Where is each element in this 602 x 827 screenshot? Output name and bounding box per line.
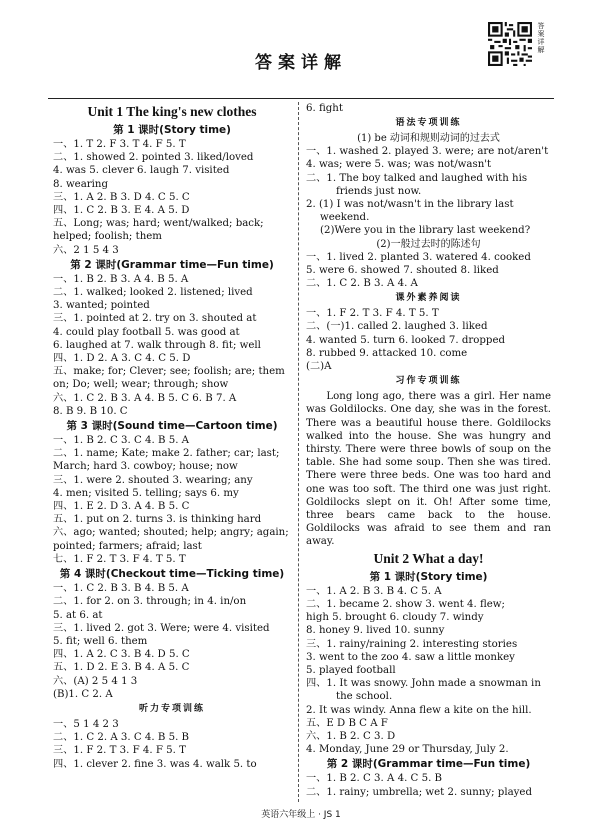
answer-line: March; hard 3. cowboy; house; now: [53, 461, 238, 473]
answer-line: friends just now.: [336, 185, 422, 197]
answer-line: 五、E D B C A F: [306, 717, 388, 729]
answer-line: 一、5 1 4 2 3: [53, 718, 119, 730]
unit1-title: Unit 1 The king's new clothes: [87, 104, 257, 119]
answer-line: 五、1. put on 2. turns 3. is thinking hard: [53, 514, 262, 526]
answer-line: pointed; farmers; afraid; last: [53, 540, 202, 552]
answer-line: 3. wanted; pointed: [53, 300, 150, 312]
answer-line: 一、1. lived 2. planted 3. watered 4. cooked: [306, 251, 531, 263]
lesson1-answers: [53, 138, 291, 257]
answer-line: 4. Monday, June 29 or Thursday, July 2.: [306, 744, 509, 756]
answer-line: 三、1. A 2. B 3. D 4. C 5. C: [53, 191, 190, 203]
answer-line: 5. fit; well 6. them: [53, 635, 148, 647]
unit2-title: Unit 2 What a day!: [373, 550, 484, 566]
answer-line: 5. played football: [306, 664, 396, 676]
answer-line: 2. It was windy. Anna flew a kite on the hill.: [306, 704, 532, 716]
answer-line: 一、1. T 2. F 3. T 4. F 5. T: [53, 139, 186, 150]
answer-line: 2. (1) I was not/wasn't in the library last: [306, 199, 514, 211]
listening-section-title: 听力专项训练: [138, 703, 205, 714]
answer-line: 四、1. clever 2. fine 3. was 4. walk 5. to: [53, 758, 257, 770]
answer-line: 二、1. name; Kate; make 2. father; car; last;: [53, 448, 280, 460]
grammar-subtitle-1: (1) be 动词和规则动词的过去式: [357, 133, 500, 145]
lesson2-title: 第 2 课时(Grammar time—Fun time): [70, 258, 274, 271]
writing-sample-paragraph: Long long ago, there was a girl. Her name was Goldilocks. One day, she was in the forest. There was a beautiful house there. Goldilocks walked into the house. She was hungry and thirsty. There were three bowls of soup on the table. She had some soup. Then she was tired. There were three beds. One was too hard and one was too soft. The third one was just right. Goldilocks slept on it. Oh! After some time, three bears came back to the house. Goldilocks was afraid to see them and ran away.: [306, 391, 551, 548]
answer-line: 六、2 1 5 4 3: [53, 244, 119, 256]
answer-line: 一、1. washed 2. played 3. were; are not/aren't: [306, 146, 549, 158]
page-title: 答案详解: [255, 53, 347, 73]
answer-line: 六、1. B 2. C 3. D: [306, 730, 396, 742]
answer-line: 3. went to the zoo 4. saw a little monkey: [306, 651, 515, 663]
answer-line: high 5. brought 6. cloudy 7. windy: [306, 612, 484, 624]
answer-line: 二、1. C 2. A 3. C 4. B 5. B: [53, 732, 190, 744]
answer-line: 二、1. rainy; umbrella; wet 2. sunny; played: [306, 786, 532, 798]
answer-line: 三、1. F 2. T 3. F 4. F 5. T: [53, 745, 186, 757]
answer-line: 二、1. showed 2. pointed 3. liked/loved: [53, 152, 254, 164]
answer-line: 五、1. D 2. E 3. B 4. A 5. C: [53, 662, 190, 674]
answer-line: 6. fight: [306, 103, 343, 114]
answer-line: 三、1. were 2. shouted 3. wearing; any: [53, 474, 253, 486]
answer-line: 三、1. rainy/raining 2. interesting stories: [306, 638, 518, 650]
answer-line: 六、(A) 2 5 4 1 3: [53, 675, 138, 687]
answer-line: 5. were 6. showed 7. shouted 8. liked: [306, 264, 499, 276]
lesson3-title: 第 3 课时(Sound time—Cartoon time): [66, 420, 278, 433]
answer-line: on; Do; well; wear; through; show: [53, 379, 229, 391]
answer-line: 8. B 9. B 10. C: [53, 405, 128, 417]
answer-line: 五、Long; was; hard; went/walked; back;: [53, 218, 264, 230]
answer-line: 一、1. B 2. B 3. A 4. B 5. A: [53, 273, 189, 285]
answer-line: 8. rubbed 9. attacked 10. come: [306, 347, 468, 359]
lesson1-title: 第 1 课时(Story time): [113, 124, 231, 136]
answer-line: 三、1. pointed at 2. try on 3. shouted at: [53, 313, 257, 325]
answer-line: 8. wearing: [53, 178, 108, 190]
answer-line: 二、1. The boy talked and laughed with his: [306, 172, 528, 184]
unit2-lesson1-title: 第 1 课时(Story time): [369, 570, 488, 583]
left-column: [53, 102, 291, 771]
lesson4-title: 第 4 课时(Checkout time—Ticking time): [59, 568, 285, 581]
answer-line: 二、(一)1. called 2. laughed 3. liked: [306, 321, 488, 333]
answer-line: 四、1. It was snowy. John made a snowman in: [306, 678, 541, 690]
column-divider: [298, 102, 299, 802]
answer-line: 4. men; visited 5. telling; says 6. my: [53, 487, 239, 499]
answer-line: 二、1. C 2. B 3. A 4. A: [306, 278, 418, 290]
answer-line: the school.: [336, 691, 393, 703]
answer-line: 5. at 6. at: [53, 609, 103, 621]
answer-line: 6. laughed at 7. walk through 8. fit; well: [53, 339, 261, 351]
answer-line: 一、1. B 2. C 3. C 4. B 5. A: [53, 435, 190, 447]
answer-line: 四、1. C 2. B 3. E 4. A 5. D: [53, 205, 190, 217]
lesson4-answers: [53, 582, 291, 701]
listening-answers: [53, 718, 291, 771]
qr-code[interactable]: [488, 22, 532, 66]
writing-section-title: 习作专项训练: [395, 376, 462, 387]
answer-line: 一、1. F 2. T 3. F 4. T 5. T: [306, 308, 439, 320]
reading-section-title: 课外素养阅读: [395, 293, 462, 304]
answer-line: 4. could play football 5. was good at: [53, 326, 240, 338]
answer-line: helped; foolish; them: [53, 231, 162, 243]
answer-line: 一、1. B 2. C 3. A 4. C 5. B: [306, 773, 443, 785]
right-column: [306, 102, 551, 799]
answer-line: 一、1. A 2. B 3. B 4. C 5. A: [306, 585, 442, 597]
header-rule: [48, 98, 554, 99]
answer-line: 8. honey 9. lived 10. sunny: [306, 625, 445, 637]
answer-line: 二、1. became 2. show 3. went 4. flew;: [306, 598, 505, 610]
answer-line: 一、1. C 2. B 3. B 4. B 5. A: [53, 583, 189, 595]
answer-line: 四、1. A 2. C 3. B 4. D 5. C: [53, 649, 190, 661]
grammar-subtitle-2: (2)一般过去时的陈述句: [376, 238, 481, 250]
grammar-section-title: 语法专项训练: [395, 118, 462, 129]
answer-line: 4. was; were 5. was; was not/wasn't: [306, 159, 492, 171]
answer-line: (二)A: [306, 361, 332, 373]
qr-label: 答案详解: [537, 22, 545, 54]
answer-line: 4. was 5. clever 6. laugh 7. visited: [53, 165, 230, 177]
answer-line: (B)1. C 2. A: [53, 688, 113, 700]
lesson2-answers: [53, 273, 291, 418]
answer-line: 三、1. lived 2. got 3. Were; were 4. visited: [53, 622, 270, 634]
answer-line: 四、1. D 2. A 3. C 4. C 5. D: [53, 353, 191, 365]
answer-line: 六、1. C 2. B 3. A 4. B 5. C 6. B 7. A: [53, 392, 237, 404]
page-footer: 英语六年级上 · JS 1: [261, 810, 341, 820]
answer-line: 4. wanted 5. turn 6. looked 7. dropped: [306, 334, 505, 346]
lesson3-answers: [53, 434, 291, 566]
answer-line: 五、make; for; Clever; see; foolish; are; them: [53, 366, 285, 378]
answer-line: 六、ago; wanted; shouted; help; angry; again;: [53, 527, 289, 539]
answer-line: 七、1. F 2. T 3. F 4. T 5. T: [53, 553, 186, 565]
answer-line: weekend.: [320, 212, 370, 224]
answer-line: 二、1. walked; looked 2. listened; lived: [53, 287, 253, 299]
answer-line: 四、1. E 2. D 3. A 4. B 5. C: [53, 501, 190, 513]
answer-line: (2)Were you in the library last weekend?: [320, 225, 531, 237]
unit2-lesson2-title: 第 2 课时(Grammar time—Fun time): [326, 758, 531, 771]
answer-line: 二、1. for 2. on 3. through; in 4. in/on: [53, 596, 247, 608]
